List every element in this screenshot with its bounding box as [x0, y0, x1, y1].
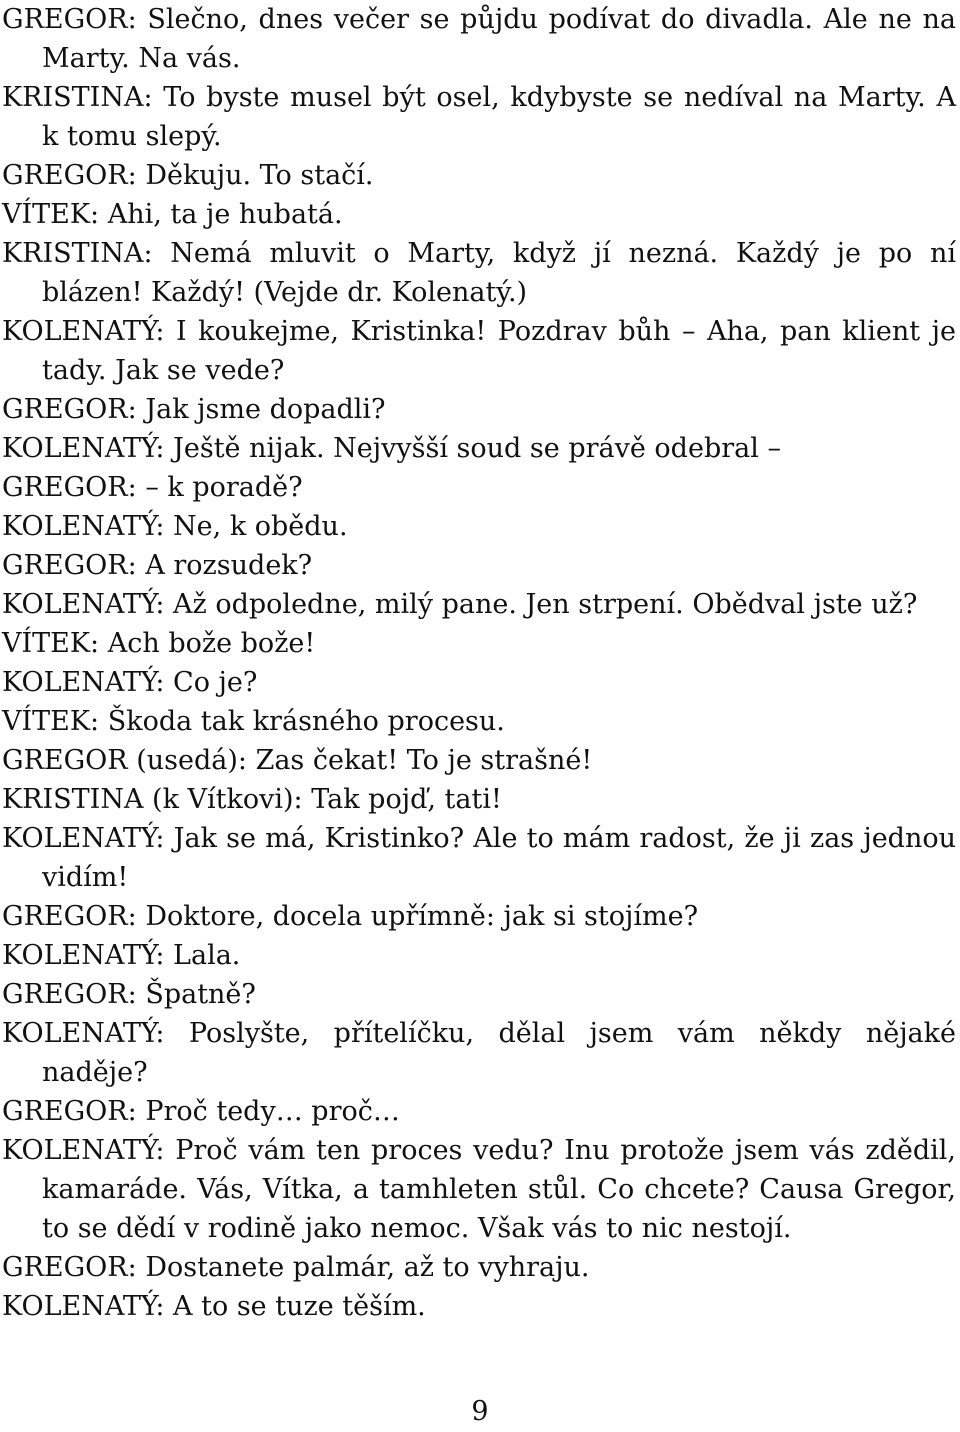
dialogue-line: VÍTEK: Ahi, ta je hubatá.	[2, 199, 343, 230]
dialogue-line: GREGOR: Děkuju. To stačí.	[2, 160, 374, 191]
dialogue-line: GREGOR: Špatně?	[2, 979, 256, 1010]
dialogue-line: GREGOR: Slečno, dnes večer se půjdu podívat do divadla. Ale ne na Marty. Na vás.	[2, 4, 956, 74]
page-number: 9	[471, 1396, 489, 1427]
dialogue-line: GREGOR: Jak jsme dopadli?	[2, 394, 386, 425]
dialogue-line: VÍTEK: Škoda tak krásného procesu.	[2, 706, 505, 737]
dialogue-line: KOLENATÝ: Ne, k obědu.	[2, 511, 348, 542]
dialogue-line: GREGOR: Dostanete palmár, až to vyhraju.	[2, 1252, 590, 1283]
dialogue-line: KOLENATÝ: I koukejme, Kristinka! Pozdrav bůh – Aha, pan klient je tady. Jak se vede?	[2, 316, 956, 386]
dialogue-line: VÍTEK: Ach bože bože!	[2, 628, 316, 659]
dialogue-line: GREGOR: Proč tedy… proč…	[2, 1096, 400, 1127]
dialogue-line: KOLENATÝ: Lala.	[2, 940, 241, 971]
dialogue-line: KRISTINA (k Vítkovi): Tak pojď, tati!	[2, 784, 502, 815]
dialogue-line: KOLENATÝ: Co je?	[2, 667, 258, 698]
dialogue-line: KOLENATÝ: Poslyšte, přítelíčku, dělal jsem vám někdy nějaké naděje?	[2, 1018, 956, 1088]
dialogue-line: GREGOR: Doktore, docela upřímně: jak si stojíme?	[2, 901, 699, 932]
dialogue-line: KOLENATÝ: Jak se má, Kristinko? Ale to mám radost, že ji zas jednou vidím!	[2, 823, 956, 893]
dialogue-line: KOLENATÝ: A to se tuze těším.	[2, 1291, 426, 1322]
dialogue-line: KRISTINA: To byste musel být osel, kdybyste se nedíval na Marty. A k tomu slepý.	[2, 82, 956, 152]
dialogue-line: GREGOR: – k poradě?	[2, 472, 303, 503]
dialogue-line: KOLENATÝ: Až odpoledne, milý pane. Jen strpení. Obědval jste už?	[2, 589, 918, 620]
dialogue-line: KOLENATÝ: Ještě nijak. Nejvyšší soud se právě odebral –	[2, 433, 781, 464]
dialogue-line: KOLENATÝ: Proč vám ten proces vedu? Inu protože jsem vás zdědil, kamaráde. Vás, Vítka, a tamhleten stůl. Co chcete? Causa Gregor, to se dědí v rodině jako nemoc. Však vás to nic nestojí.	[2, 1135, 956, 1244]
dialogue-line: KRISTINA: Nemá mluvit o Marty, když jí nezná. Každý je po ní blázen! Každý! (Vejde dr. Kolenatý.)	[2, 238, 956, 308]
dialogue-line: GREGOR (usedá): Zas čekat! To je strašné!	[2, 745, 593, 776]
dialogue-text	[2, 0, 956, 1326]
dialogue-line: GREGOR: A rozsudek?	[2, 550, 313, 581]
